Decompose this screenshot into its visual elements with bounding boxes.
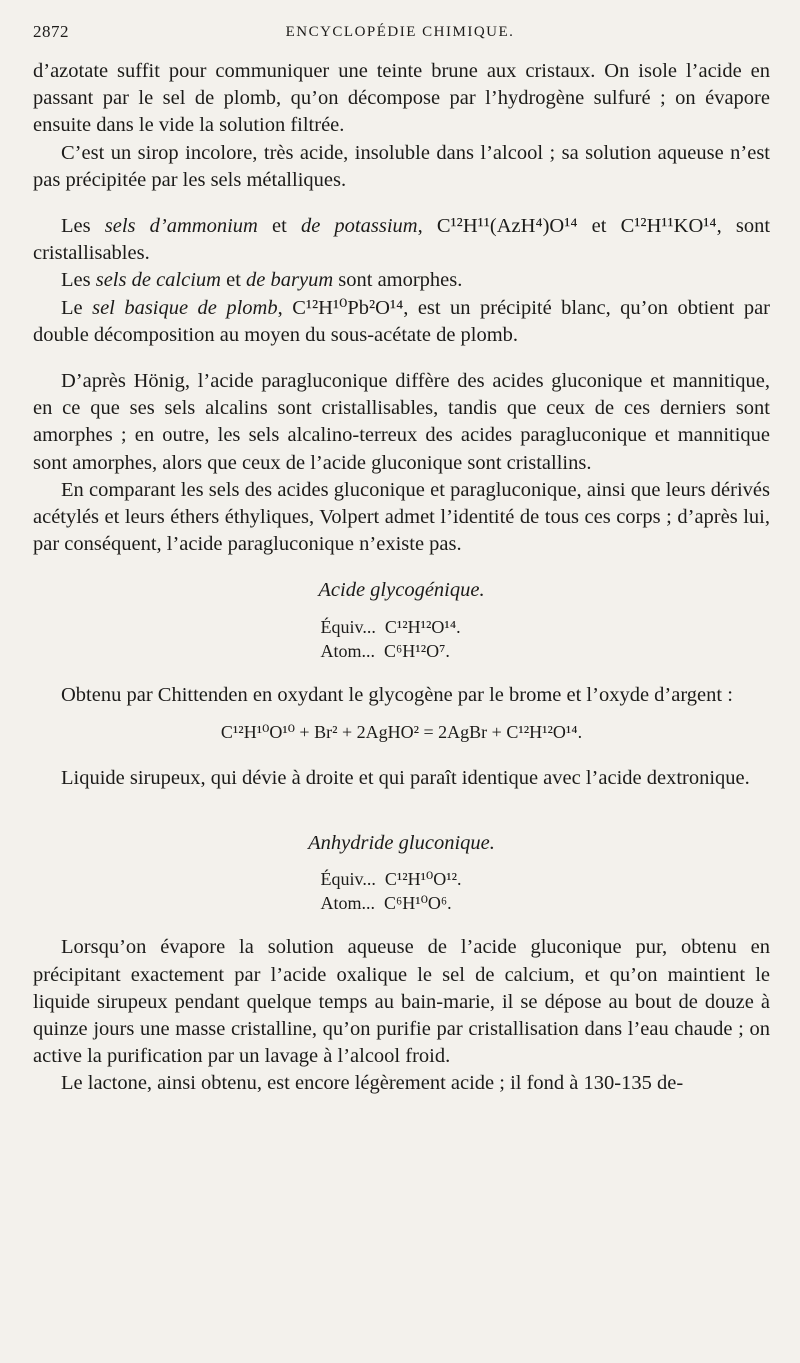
section-title: Anhydride gluconique.	[308, 832, 495, 855]
formula-label: Atom...	[320, 893, 376, 914]
text-run: Les	[61, 269, 96, 292]
page-body	[33, 58, 770, 1098]
paragraph-calcium-barium-salts	[33, 267, 770, 294]
formula-label: Équiv...	[320, 869, 376, 890]
text-run: Le	[61, 296, 93, 319]
term-basic-lead-salt: sel basique de plomb	[92, 296, 278, 319]
paragraph: Obtenu par Chittenden en oxydant le glycogène par le brome et l’oxyde d’argent :	[61, 683, 733, 706]
paragraph: Liquide sirupeux, qui dévie à droite et qui paraît identique avec l’acide dextronique.	[61, 767, 750, 790]
paragraph-lead-salt	[33, 295, 770, 349]
paragraph: D’après Hönig, l’acide paragluconique diffère des acides gluconique et mannitique, en ce que ses sels alcalins sont cristallisables, tandis que ceux de ces derniers sont amorphes ; en outre, les sels alcalino-terreux des acides paragluconique et mannitique sont amorphes, alors que ceux de l’acide gluconique sont cristallins.	[33, 370, 770, 474]
formula-value: C⁶H¹²O⁷.	[384, 640, 450, 661]
paragraph: d’azotate suffit pour communiquer une teinte brune aux cristaux. On isole l’acide en passant par le sel de plomb, qu’on décompose par l’hydrogène sulfuré ; on évapore ensuite dans le vide la solution filtrée.	[33, 60, 770, 137]
running-title: ENCYCLOPÉDIE CHIMIQUE.	[285, 24, 515, 40]
formula-row-equiv	[321, 615, 541, 639]
chemical-equation: C¹²H¹⁰O¹⁰ + Br² + 2AgHO² = 2AgBr + C¹²H¹²O¹⁴.	[220, 721, 583, 742]
formula-value: C⁶H¹⁰O⁶.	[384, 893, 452, 914]
formula-row-equiv	[321, 867, 541, 891]
formula-block	[263, 615, 541, 663]
term-calcium-salts: sels de calcium	[95, 269, 221, 292]
text-run: et	[220, 269, 247, 292]
paragraph: En comparant les sels des acides gluconique et paragluconique, ainsi que leurs dérivés acétylés et leurs éthers éthyliques, Volpert admet l’identité de tous ces corps ; d’après lui, par conséquent, l’acide paragluconique n’existe pas.	[33, 478, 770, 556]
formula-value: C¹²H¹²O¹⁴.	[384, 616, 461, 637]
formula-label: Équiv...	[320, 616, 376, 637]
text-run: et	[257, 215, 301, 238]
formula-row-atom	[321, 891, 541, 915]
text-run: sont amorphes.	[333, 269, 463, 292]
formula-value: C¹²H¹⁰O¹².	[384, 869, 462, 890]
text-run: , C¹²H¹¹(AzH⁴)O¹⁴ et C¹²H¹¹KO¹⁴, sont cristallisables.	[33, 215, 771, 265]
text-run: Les	[61, 215, 105, 238]
term-barium: de baryum	[246, 269, 334, 292]
text-run: , C¹²H¹⁰Pb²O¹⁴, est un précipité blanc, qu’on obtient par double décomposition au moyen du sous-acétate de plomb.	[33, 296, 771, 346]
formula-row-atom	[321, 639, 541, 663]
paragraph: Le lactone, ainsi obtenu, est encore légèrement acide ; il fond à 130-135 de-	[61, 1072, 684, 1095]
page-number: 2872	[33, 22, 69, 41]
term-ammonium-salts: sels d’ammonium	[104, 215, 258, 238]
formula-label: Atom...	[320, 640, 376, 661]
formula-block	[263, 867, 541, 915]
paragraph: C’est un sirop incolore, très acide, insoluble dans l’alcool ; sa solution aqueuse n’est pas précipitée par les sels métalliques.	[33, 141, 770, 191]
paragraph: Lorsqu’on évapore la solution aqueuse de l’acide gluconique pur, obtenu en précipitant exactement par l’acide oxalique le sel de calcium, et qu’on maintient le liquide sirupeux pendant quelque temps au bain-marie, il se dépose au bout de douze à quinze jours une masse cristalline, qu’on purifie par cristallisation dans l’eau chaude ; on active la purification par un lavage à l’alcool froid.	[33, 936, 770, 1068]
term-potassium: de potassium	[300, 215, 418, 238]
paragraph-ammonium-potassium-salts	[33, 213, 770, 267]
section-title: Acide glycogénique.	[318, 579, 485, 602]
